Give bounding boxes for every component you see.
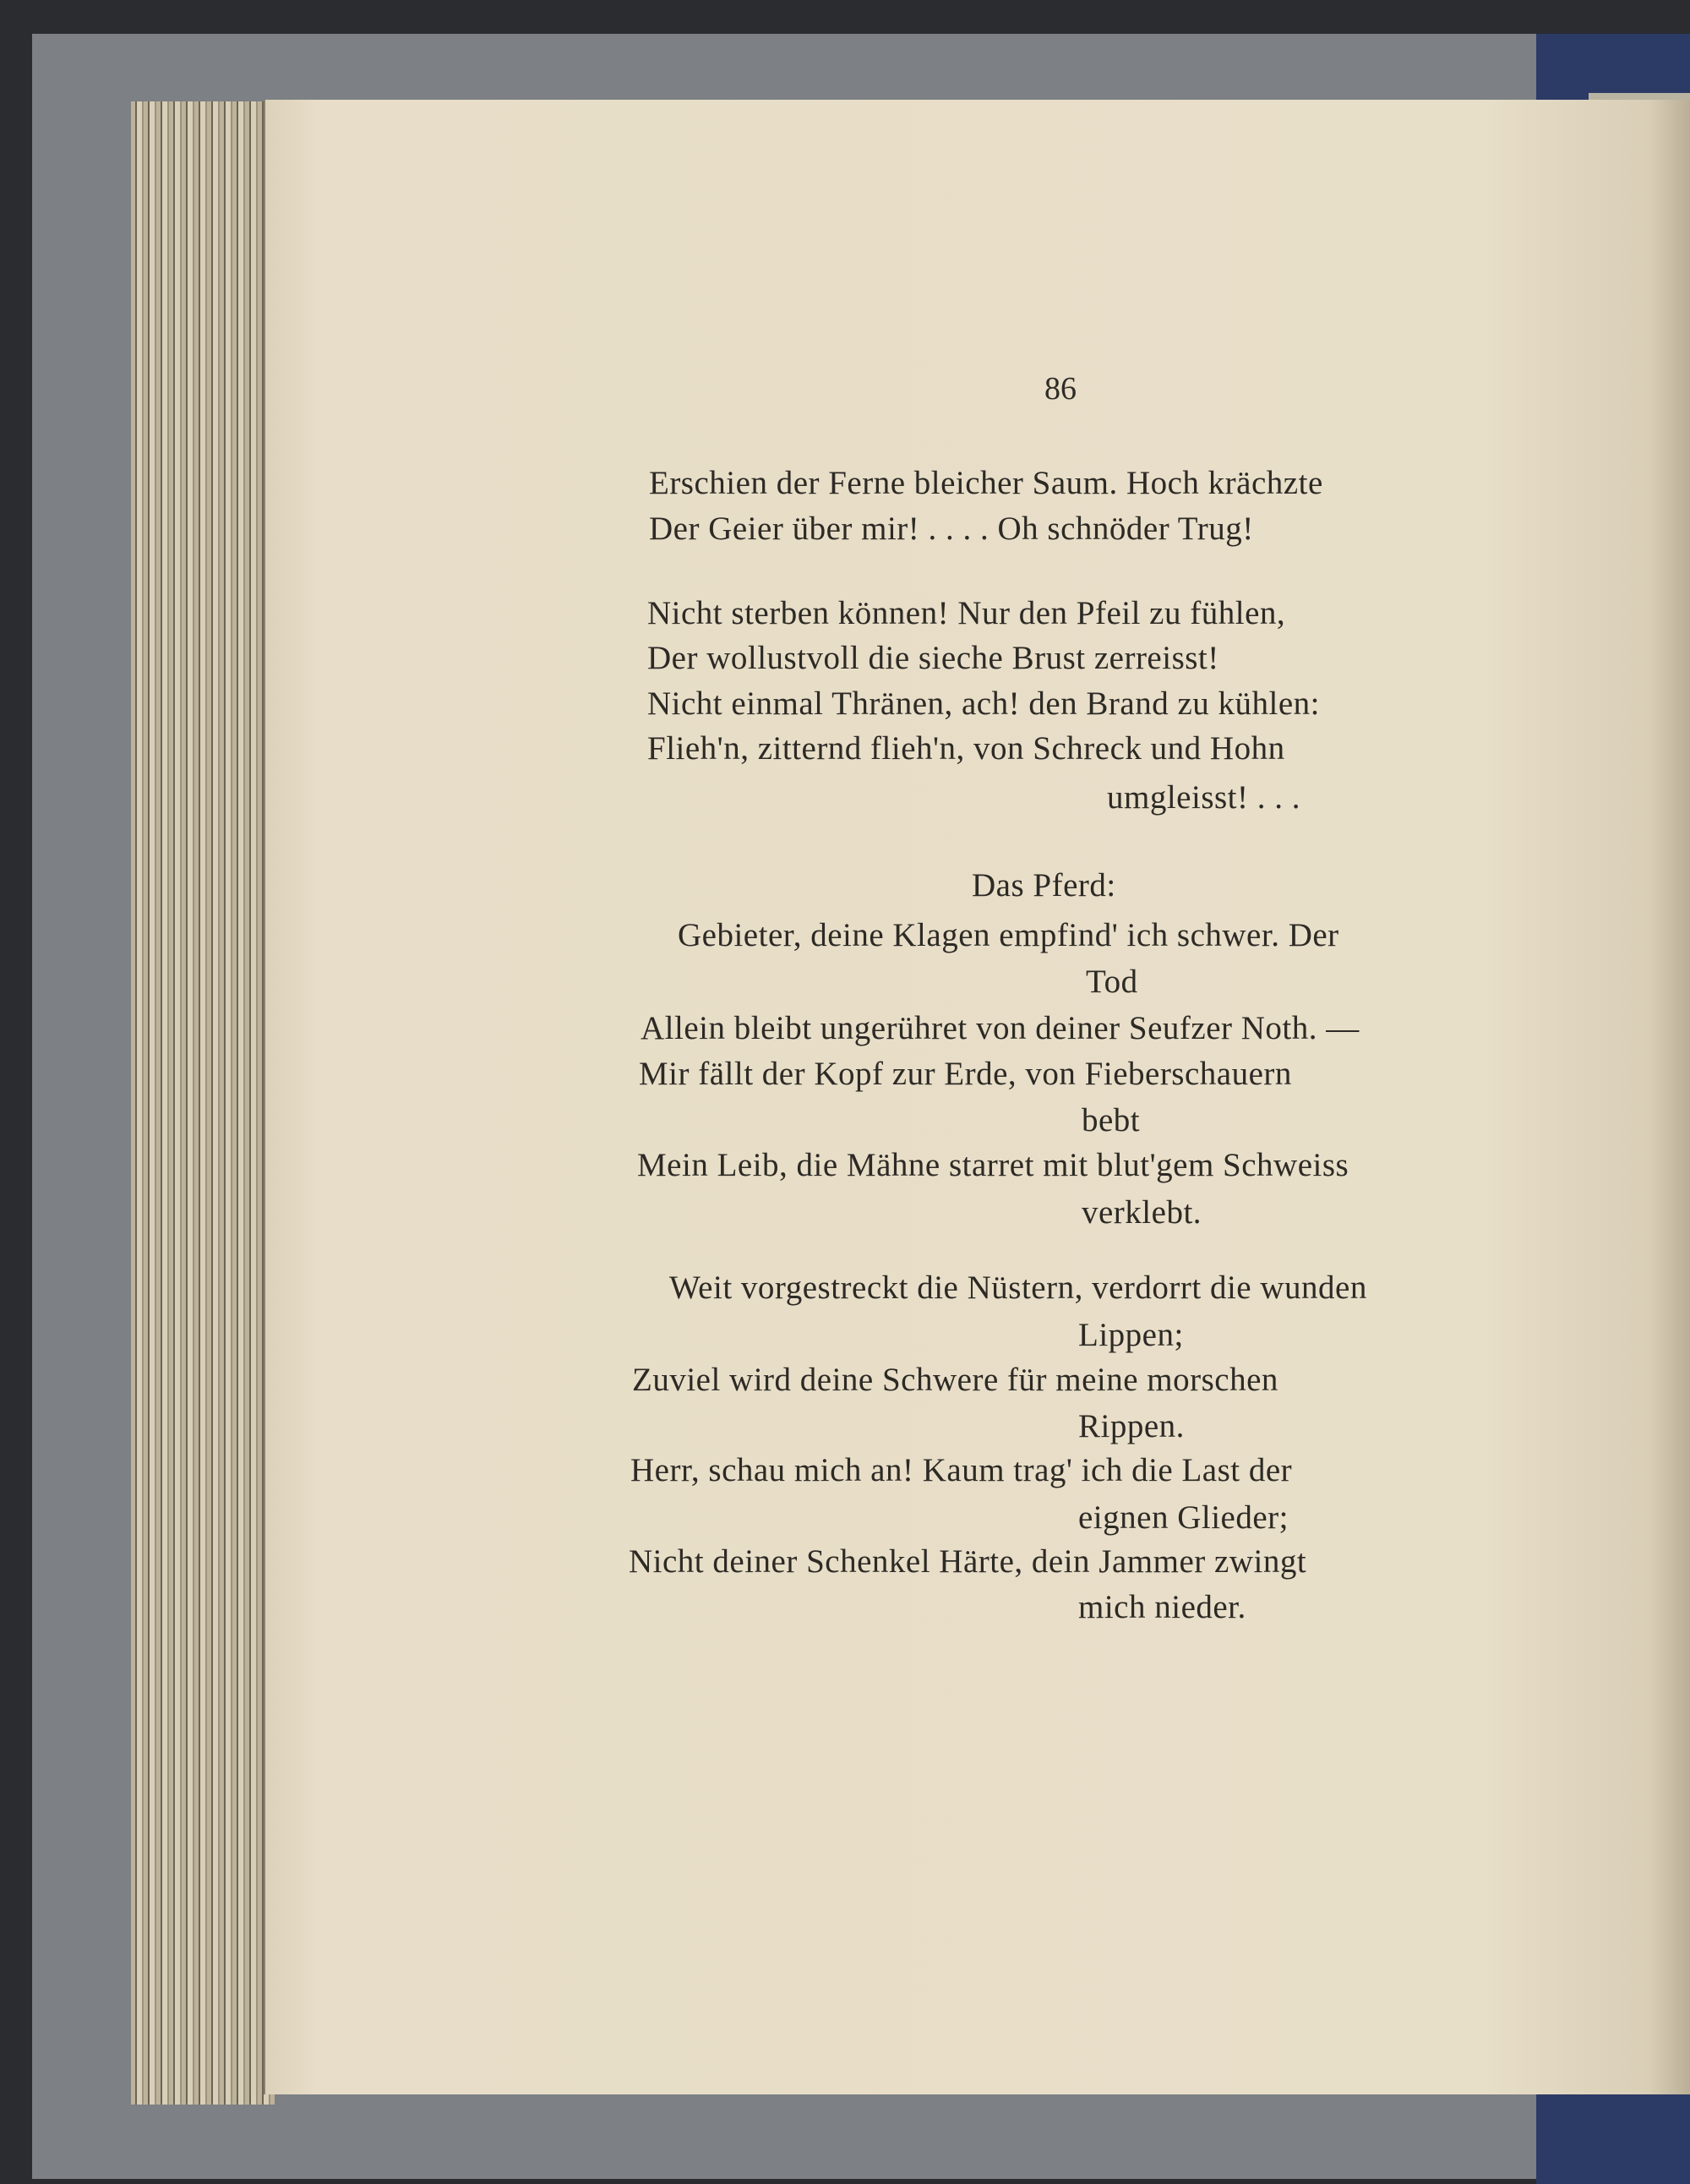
text-line: Allein bleibt ungerühret von deiner Seufzer Noth. — — [641, 1010, 1360, 1046]
text-line: Gebieter, deine Klagen empfind' ich schwer. Der — [678, 917, 1339, 953]
text-line: bebt — [1082, 1102, 1141, 1138]
text-line: Weit vorgestreckt die Nüstern, verdorrt die wunden — [669, 1269, 1367, 1306]
text-line: Flieh'n, zitternd flieh'n, von Schreck und Hohn — [647, 730, 1285, 767]
text-line: Tod — [1086, 964, 1138, 1000]
text-line: Mir fällt der Kopf zur Erde, von Fieberschauern — [639, 1056, 1292, 1092]
text-line: umgleisst! . . . — [1107, 779, 1300, 816]
text-line: Der wollustvoll die sieche Brust zerreisst! — [647, 640, 1219, 676]
text-line: Zuviel wird deine Schwere für meine morschen — [632, 1362, 1278, 1398]
text-line: Der Geier über mir! . . . . Oh schnöder Trug! — [649, 511, 1254, 547]
text-line: Herr, schau mich an! Kaum trag' ich die Last der — [630, 1452, 1293, 1488]
text-line: mich nieder. — [1078, 1589, 1246, 1625]
text-line: Mein Leib, die Mähne starret mit blut'gem Schweiss — [637, 1147, 1349, 1183]
text-line: verklebt. — [1082, 1194, 1202, 1231]
text-line: Nicht sterben können! Nur den Pfeil zu fühlen, — [647, 595, 1286, 631]
text-line: Nicht einmal Thränen, ach! den Brand zu kühlen: — [647, 685, 1321, 722]
text-line: Erschien der Ferne bleicher Saum. Hoch krächzte — [649, 465, 1323, 501]
page-number: 86 — [1044, 371, 1077, 407]
text-line: Rippen. — [1078, 1408, 1185, 1444]
text-line: Lippen; — [1078, 1317, 1184, 1353]
section-heading: Das Pferd: — [972, 867, 1116, 904]
text-line: Nicht deiner Schenkel Härte, dein Jammer zwingt — [629, 1543, 1307, 1580]
text-line: eignen Glieder; — [1078, 1499, 1289, 1536]
